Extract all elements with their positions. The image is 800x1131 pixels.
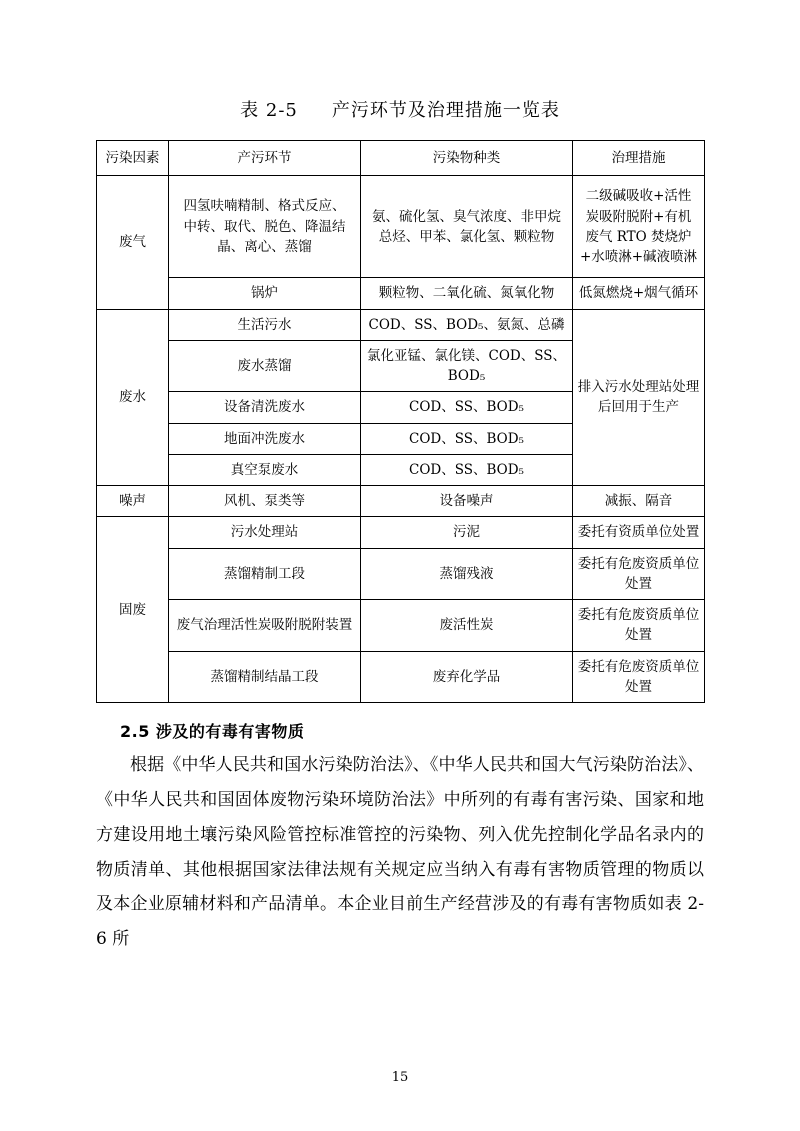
pollutant-cell: COD、SS、BOD₅、氨氮、总磷 [361, 309, 573, 340]
factor-cell: 噪声 [97, 486, 169, 517]
process-cell: 设备清洗废水 [169, 392, 361, 423]
measure-cell: 委托有危废资质单位处置 [573, 600, 705, 652]
measure-cell: 减振、隔音 [573, 486, 705, 517]
table-row [97, 600, 705, 652]
table-header-row [97, 141, 705, 176]
process-cell: 废气治理活性炭吸附脱附装置 [169, 600, 361, 652]
table-row [97, 309, 705, 340]
table-caption [96, 96, 704, 122]
pollutant-cell: COD、SS、BOD₅ [361, 454, 573, 485]
pollutant-cell: 蒸馏残液 [361, 548, 573, 600]
table-row [97, 651, 705, 703]
pollutant-cell: 颗粒物、二氧化硫、氮氧化物 [361, 278, 573, 309]
process-cell: 风机、泵类等 [169, 486, 361, 517]
pollutant-cell: 废活性炭 [361, 600, 573, 652]
table-row [97, 278, 705, 309]
table-caption-number: 表 2-5 [240, 100, 298, 121]
page-number: 15 [391, 1070, 409, 1085]
measure-cell: 委托有危废资质单位处置 [573, 651, 705, 703]
section-paragraph: 根据《中华人民共和国水污染防治法》、《中华人民共和国大气污染防治法》、《中华人民共和国固体废物污染环境防治法》中所列的有毒有害污染、国家和地方建设用地土壤污染风险管控标准管控的污染物、列入优先控制化学品名录内的物质清单、其他根据国家法律法规有关规定应当纳入有毒有害物质管理的物质以及本企业原辅材料和产品清单。本企业目前生产经营涉及的有毒有害物质如表 2-6 所 [96, 755, 704, 950]
table-header-cell: 污染因素 [97, 141, 169, 176]
pollutant-cell: 氯化亚锰、氯化镁、COD、SS、BOD₅ [361, 340, 573, 392]
factor-cell: 废水 [97, 309, 169, 486]
pollution-measures-table [96, 140, 705, 703]
process-cell: 锅炉 [169, 278, 361, 309]
process-cell: 四氢呋喃精制、格式反应、中转、取代、脱色、降温结晶、离心、蒸馏 [169, 176, 361, 278]
process-cell: 真空泵废水 [169, 454, 361, 485]
factor-cell: 废气 [97, 176, 169, 309]
table-header-cell: 治理措施 [573, 141, 705, 176]
pollutant-cell: 氨、硫化氢、臭气浓度、非甲烷总烃、甲苯、氯化氢、颗粒物 [361, 176, 573, 278]
measure-cell: 二级碱吸收+活性炭吸附脱附+有机废气 RTO 焚烧炉+水喷淋+碱液喷淋 [573, 176, 705, 278]
process-cell: 蒸馏精制工段 [169, 548, 361, 600]
table-header-cell: 污染物种类 [361, 141, 573, 176]
table-row [97, 548, 705, 600]
table-row [97, 517, 705, 548]
table-row [97, 486, 705, 517]
pollutant-cell: 废弃化学品 [361, 651, 573, 703]
process-cell: 蒸馏精制结晶工段 [169, 651, 361, 703]
factor-cell: 固废 [97, 517, 169, 703]
pollutant-cell: 设备噪声 [361, 486, 573, 517]
measure-cell: 委托有危废资质单位处置 [573, 548, 705, 600]
process-cell: 生活污水 [169, 309, 361, 340]
process-cell: 污水处理站 [169, 517, 361, 548]
measure-cell: 委托有资质单位处置 [573, 517, 705, 548]
process-cell: 废水蒸馏 [169, 340, 361, 392]
section-heading: 2.5 涉及的有毒有害物质 [120, 722, 305, 741]
process-cell: 地面冲洗废水 [169, 423, 361, 454]
pollutant-cell: COD、SS、BOD₅ [361, 423, 573, 454]
table-row [97, 176, 705, 278]
table-header-cell: 产污环节 [169, 141, 361, 176]
table-caption-text: 产污环节及治理措施一览表 [331, 100, 560, 121]
measure-cell: 低氮燃烧+烟气循环 [573, 278, 705, 309]
page-content [96, 96, 704, 957]
pollutant-cell: 污泥 [361, 517, 573, 548]
pollutant-cell: COD、SS、BOD₅ [361, 392, 573, 423]
measure-cell: 排入污水处理站处理后回用于生产 [573, 309, 705, 486]
